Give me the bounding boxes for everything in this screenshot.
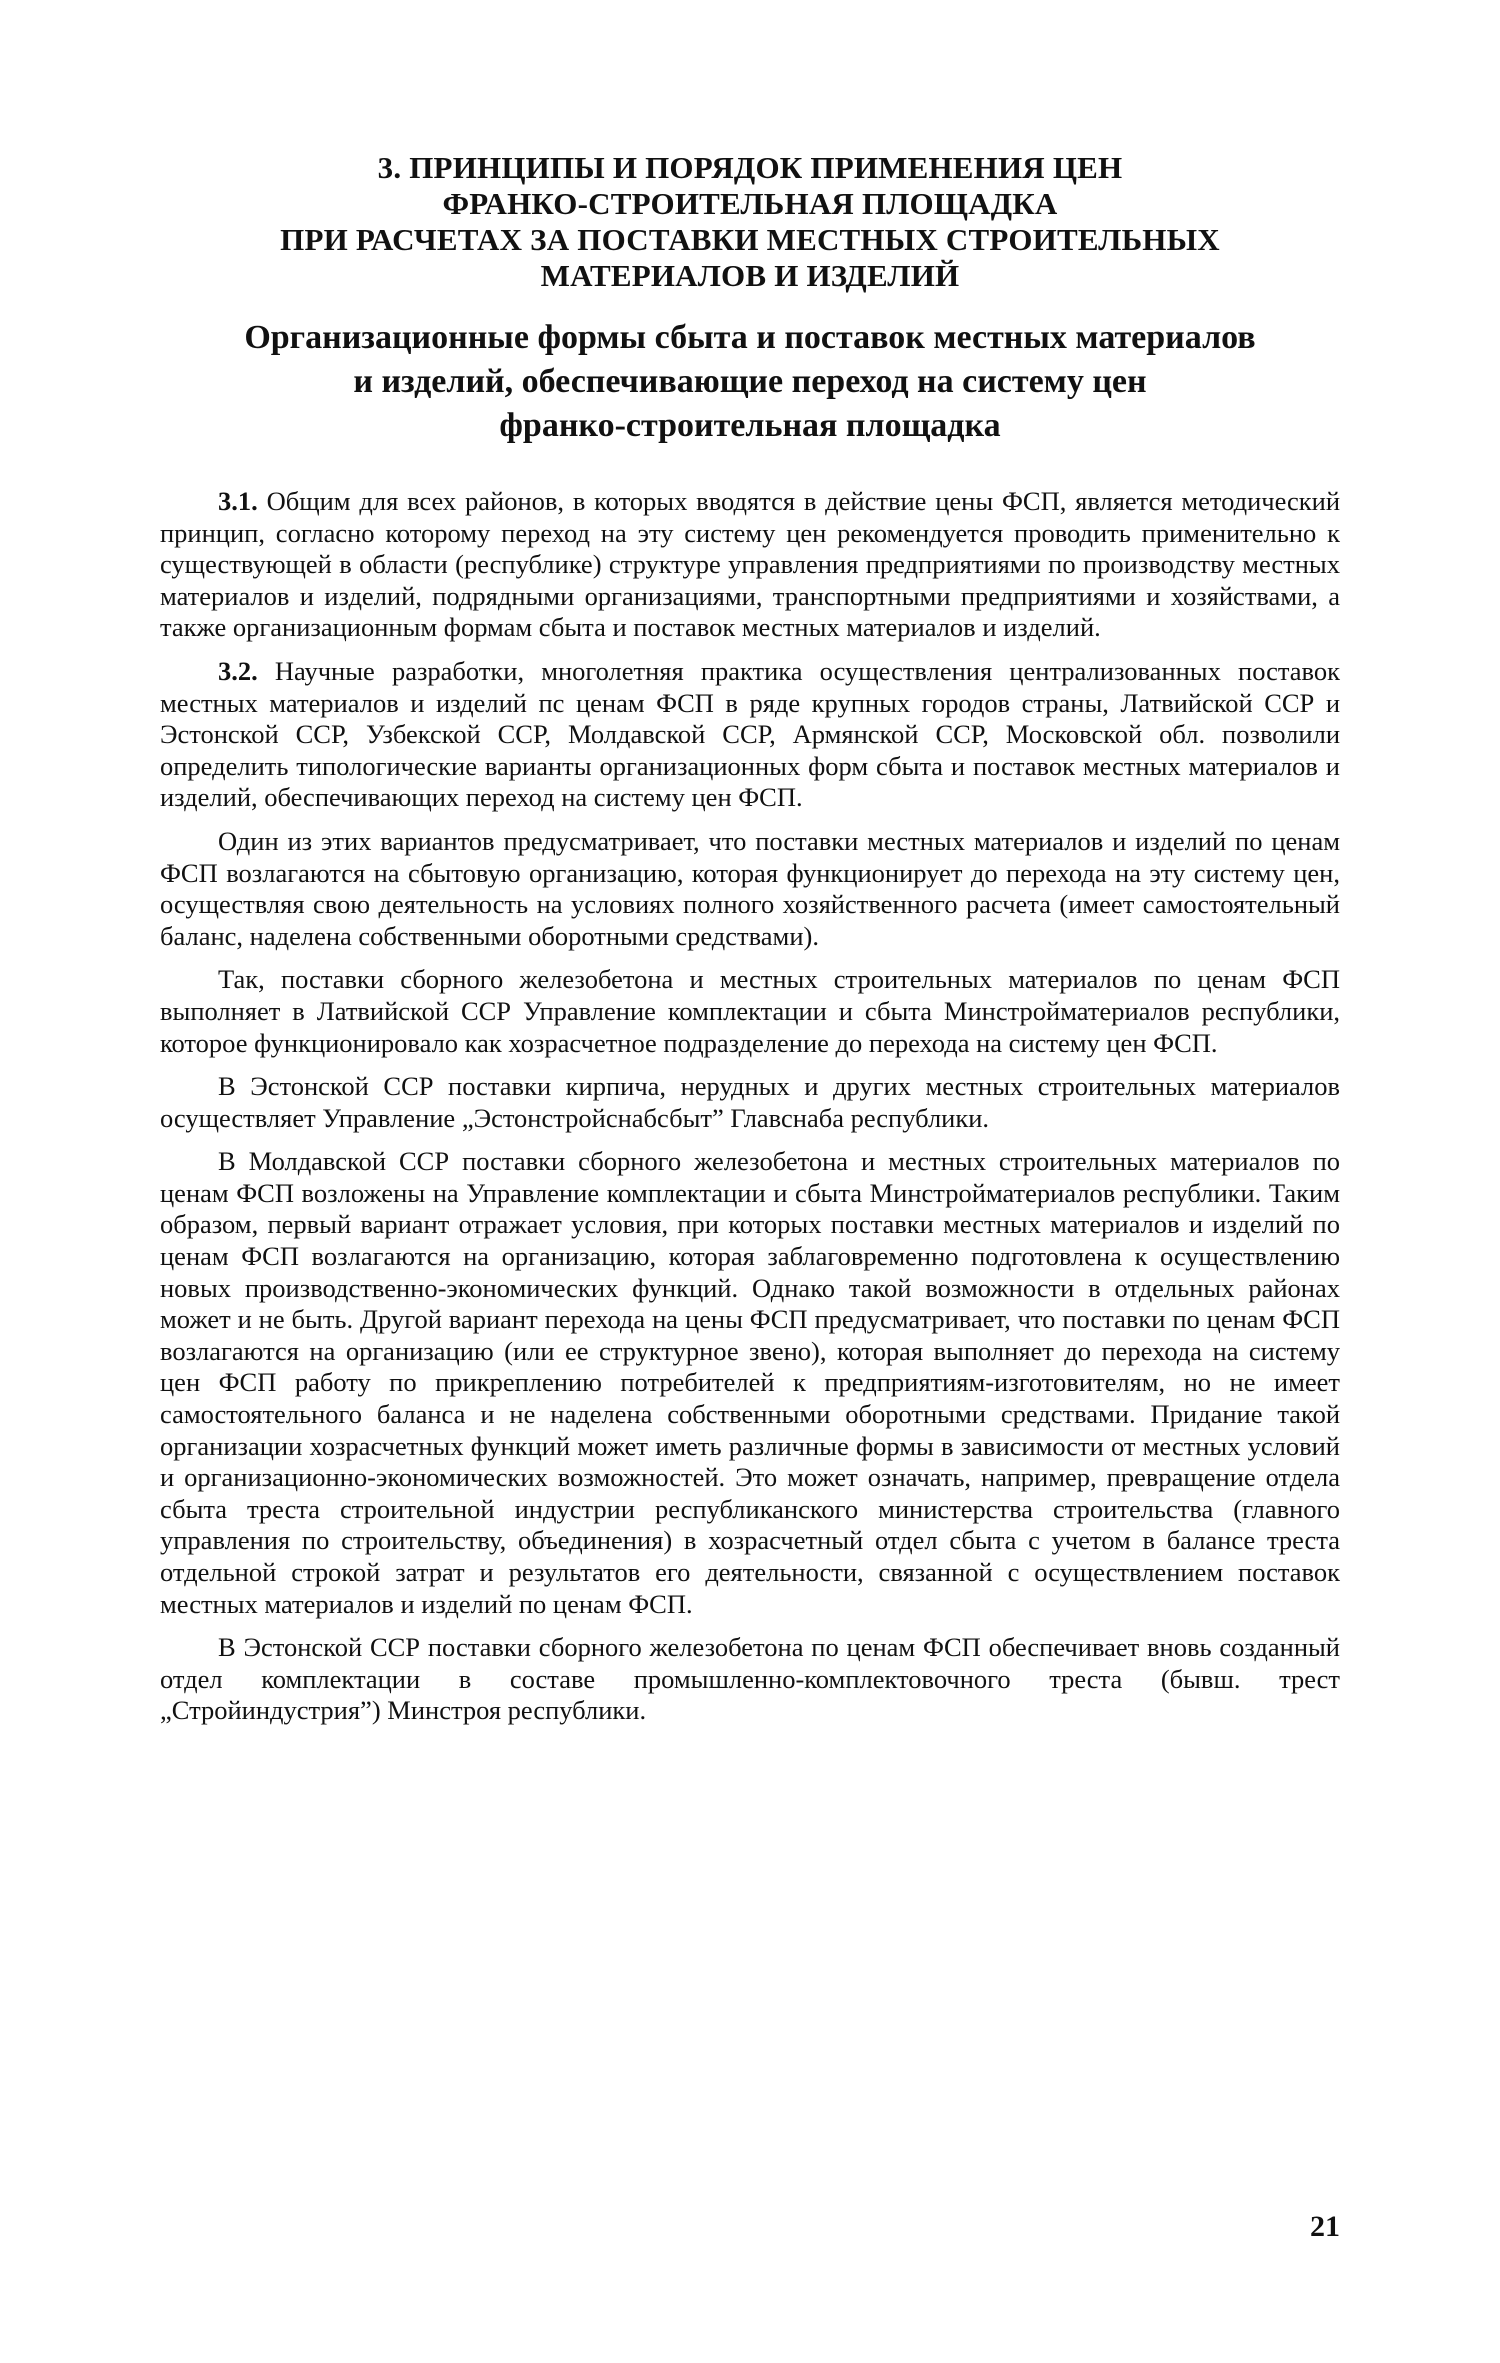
subsection-title-line: и изделий, обеспечивающие переход на систему цен — [353, 363, 1147, 400]
page-number: 21 — [1310, 2210, 1340, 2243]
subsection-title-line: франко-строительная площадка — [499, 407, 1001, 444]
section-title-line: ФРАНКО-СТРОИТЕЛЬНАЯ ПЛОЩАДКА — [442, 186, 1058, 221]
paragraph-text: Общим для всех районов, в которых вводятся в действие цены ФСП, является методический принцип, согласно которому переход на эту систему цен рекомендуется проводить применительно к существующей в области (республике) структуре управления предприятиями по производству местных материалов и изделий, подрядными организациями, транспортными предприятиями и хозяйствами, а также организационным формам сбыта и поставок местных материалов и изделий. — [160, 486, 1341, 643]
paragraph-3-1 — [160, 486, 1340, 644]
paragraph: В Молдавской ССР поставки сборного железобетона и местных строительных материалов по ценам ФСП возложены на Управление комплектации и сбыта Минстройматериалов республики. Таким образом, первый вариант отражает условия, при которых поставки местных материалов и изделий по ценам ФСП возлагаются на организацию, которая заблаговременно подготовлена к осуществлению новых производственно-экономических функций. Однако такой возможности в отдельных районах может и не быть. Другой вариант перехода на цены ФСП предусматривает, что поставки по ценам ФСП возлагаются на организацию (или ее структурное звено), которая выполняет до перехода на систему цен ФСП работу по прикреплению потребителей к предприятиям-изготовителям, но не имеет самостоятельного баланса и не наделена собственными оборотными средствами. Придание такой организации хозрасчетных функций может иметь различные формы в зависимости от местных условий и организационно-экономических возможностей. Это может означать, например, превращение отдела сбыта треста строительной индустрии республиканского министерства строительства (главного управления по строительству, объединения) в хозрасчетный отдел сбыта с учетом в балансе треста отдельной строкой затрат и результатов его деятельности, связанной с осуществлением поставок местных материалов и изделий по ценам ФСП. — [160, 1146, 1340, 1619]
paragraph: Так, поставки сборного железобетона и местных строительных материалов по ценам ФСП выполняет в Латвийской ССР Управление комплектации и сбыта Минстройматериалов республики, которое функционировало как хозрасчетное подразделение до перехода на систему цен ФСП. — [160, 964, 1340, 1058]
section-title — [160, 150, 1340, 294]
paragraph: В Эстонской ССР поставки кирпича, нерудных и других местных строительных материалов осуществляет Управление „Эстонстройснабсбыт” Главснаба республики. — [160, 1071, 1340, 1133]
paragraph-text: Научные разработки, многолетняя практика осуществления централизованных поставок местных материалов и изделий пс ценам ФСП в ряде крупных городов страны, Латвийской ССР и Эстонской ССР, Узбекской ССР, Молдавской ССР, Армянской ССР, Московской обл. позволили определить типологические варианты организационных форм сбыта и поставок местных материалов и изделий, обеспечивающих переход на систему цен ФСП. — [160, 655, 1340, 813]
subsection-title-line: Организационные формы сбыта и поставок местных материалов — [244, 319, 1256, 356]
section-title-line: 3. ПРИНЦИПЫ И ПОРЯДОК ПРИМЕНЕНИЯ ЦЕН — [377, 150, 1123, 185]
document-page — [160, 150, 1340, 1739]
paragraph-number: 3.2. — [218, 655, 258, 686]
body-text — [160, 486, 1340, 1727]
subsection-title — [160, 316, 1340, 448]
paragraph-3-2 — [160, 656, 1340, 814]
section-title-line: ПРИ РАСЧЕТАХ ЗА ПОСТАВКИ МЕСТНЫХ СТРОИТЕЛЬНЫХ — [280, 222, 1220, 257]
paragraph-number: 3.1. — [218, 486, 258, 516]
paragraph: Один из этих вариантов предусматривает, что поставки местных материалов и изделий по ценам ФСП возлагаются на сбытовую организацию, которая функционирует до перехода на эту систему цен, осуществляя свою деятельность на условиях полного хозяйственного расчета (имеет самостоятельный баланс, наделена собственными оборотными средствами). — [160, 825, 1340, 951]
section-title-line: МАТЕРИАЛОВ И ИЗДЕЛИЙ — [540, 258, 960, 293]
paragraph: В Эстонской ССР поставки сборного железобетона по ценам ФСП обеспечивает вновь созданный отдел комплектации в составе промышленно-комплектовочного треста (бывш. трест „Стройиндустрия”) Минстроя республики. — [160, 1632, 1340, 1726]
